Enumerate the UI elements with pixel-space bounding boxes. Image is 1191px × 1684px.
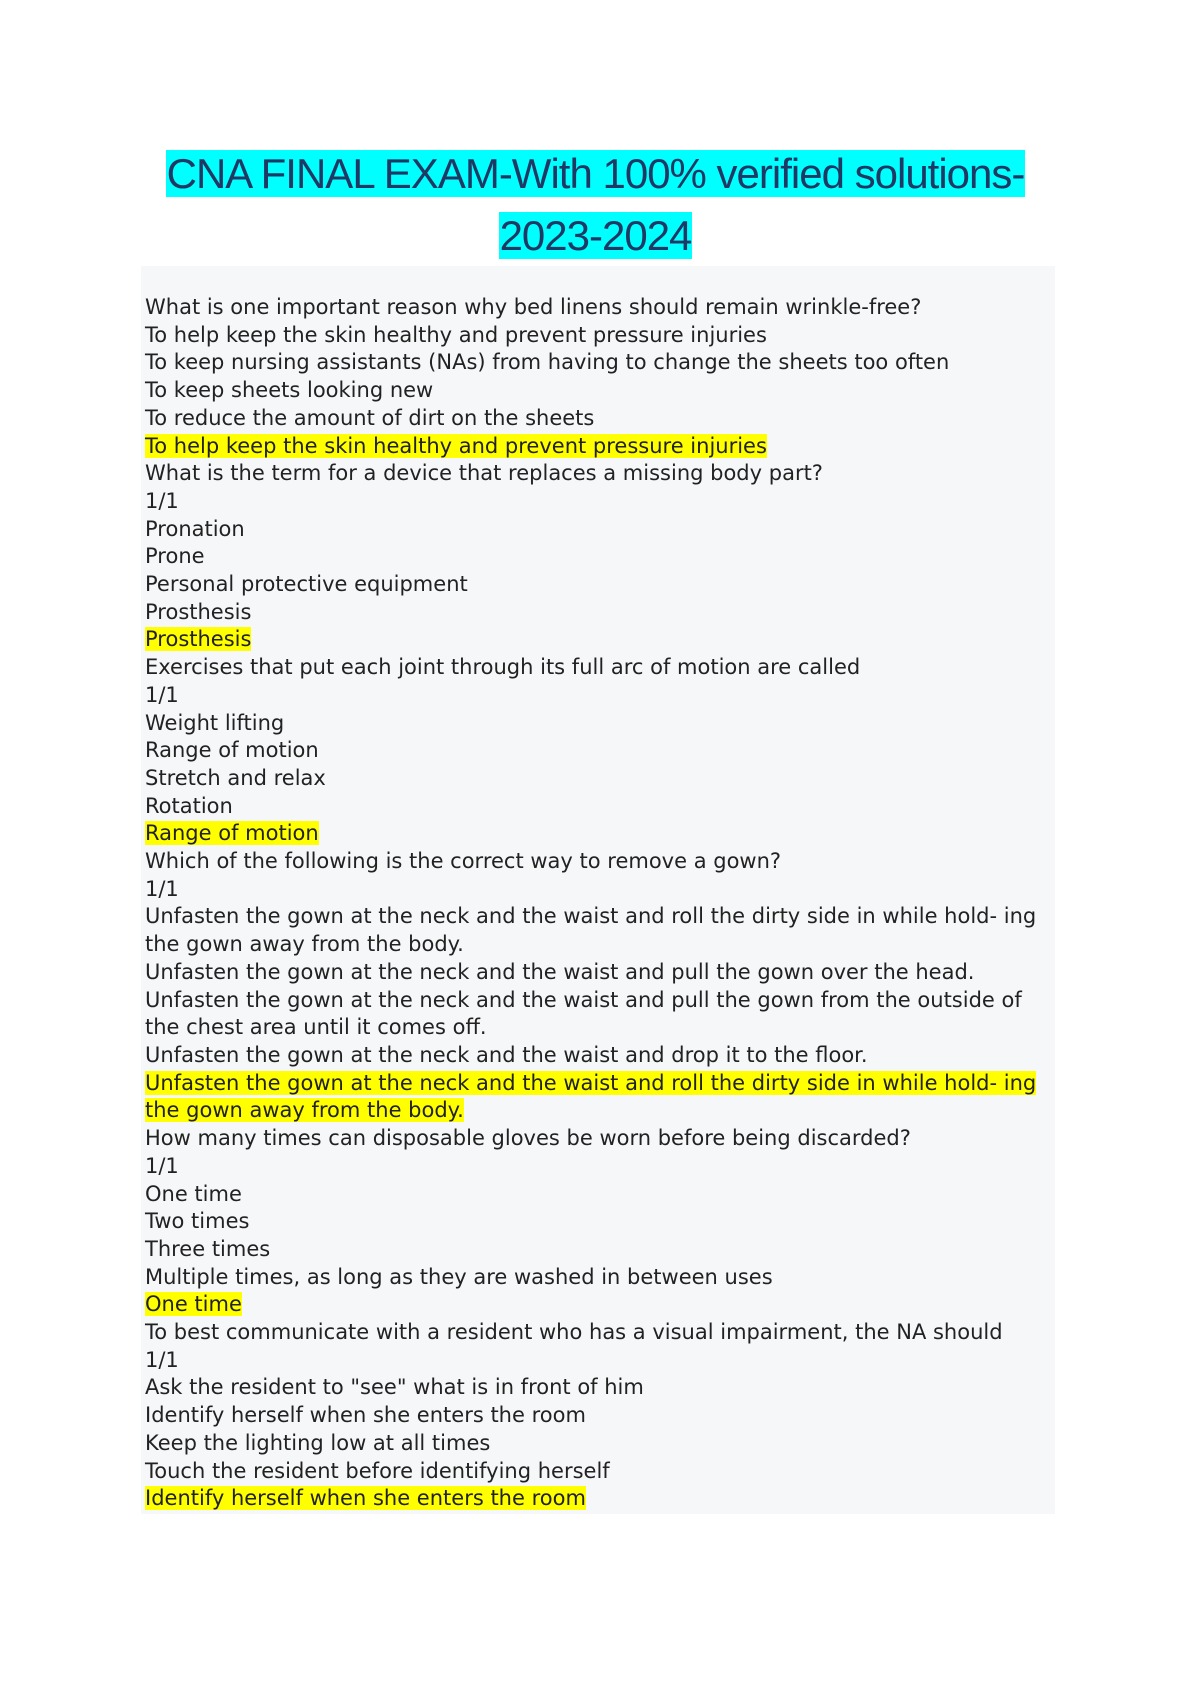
answer-line: [145, 1485, 1050, 1513]
text-line: [145, 903, 1050, 931]
highlighted-answer-text: Identify herself when she enters the room: [145, 1486, 586, 1511]
text-line: [145, 488, 1050, 516]
line-text: To help keep the skin healthy and prevent pressure injuries: [145, 322, 767, 347]
text-line: [145, 848, 1050, 876]
line-text: To reduce the amount of dirt on the sheets: [145, 405, 595, 430]
highlighted-answer-text: the gown away from the body.: [145, 1098, 464, 1123]
text-line: [145, 349, 1050, 377]
answer-line: [145, 1097, 1050, 1125]
answer-line: [145, 1291, 1050, 1319]
line-text: the gown away from the body.: [145, 932, 464, 957]
line-text: 1/1: [145, 1153, 179, 1178]
line-text: How many times can disposable gloves be worn before being discarded?: [145, 1126, 911, 1151]
line-text: Exercises that put each joint through its full arc of motion are called: [145, 655, 861, 680]
line-text: To keep sheets looking new: [145, 378, 434, 403]
line-text: To best communicate with a resident who has a visual impairment, the NA should: [145, 1320, 1003, 1345]
line-text: Unfasten the gown at the neck and the waist and pull the gown from the outside of: [145, 987, 1022, 1012]
line-text: Unfasten the gown at the neck and the waist and pull the gown over the head.: [145, 959, 975, 984]
text-line: [145, 599, 1050, 627]
text-line: [145, 294, 1050, 322]
line-text: 1/1: [145, 682, 179, 707]
text-line: [145, 1458, 1050, 1486]
line-text: Pronation: [145, 516, 245, 541]
text-line: [145, 1125, 1050, 1153]
line-text: Prosthesis: [145, 599, 252, 624]
text-line: [145, 1208, 1050, 1236]
highlighted-answer-text: Range of motion: [145, 821, 319, 846]
qa-content: [145, 294, 1050, 1513]
line-text: Identify herself when she enters the room: [145, 1403, 586, 1428]
line-text: Personal protective equipment: [145, 572, 468, 597]
text-line: [145, 710, 1050, 738]
text-line: [145, 1347, 1050, 1375]
text-line: [145, 1042, 1050, 1070]
line-text: Range of motion: [145, 738, 319, 763]
text-line: [145, 1264, 1050, 1292]
line-text: To keep nursing assistants (NAs) from having to change the sheets too often: [145, 350, 950, 375]
line-text: Stretch and relax: [145, 765, 326, 790]
text-line: [145, 1319, 1050, 1347]
text-line: [145, 1014, 1050, 1042]
line-text: Keep the lighting low at all times: [145, 1430, 491, 1455]
line-text: Which of the following is the correct way to remove a gown?: [145, 849, 782, 874]
line-text: the chest area until it comes off.: [145, 1015, 487, 1040]
text-line: [145, 737, 1050, 765]
text-line: [145, 322, 1050, 350]
line-text: Two times: [145, 1209, 250, 1234]
text-line: [145, 1236, 1050, 1264]
text-line: [145, 987, 1050, 1015]
highlighted-answer-text: To help keep the skin healthy and prevent pressure injuries: [145, 433, 767, 458]
line-text: Three times: [145, 1236, 271, 1261]
answer-line: [145, 1070, 1050, 1098]
line-text: Touch the resident before identifying herself: [145, 1458, 610, 1483]
text-line: [145, 1430, 1050, 1458]
highlighted-answer-text: One time: [145, 1292, 242, 1317]
line-text: Prone: [145, 544, 205, 569]
text-line: [145, 460, 1050, 488]
text-line: [145, 377, 1050, 405]
text-line: [145, 405, 1050, 433]
highlighted-answer-text: Prosthesis: [145, 627, 252, 652]
line-text: 1/1: [145, 488, 179, 513]
line-text: Rotation: [145, 793, 233, 818]
line-text: What is one important reason why bed linens should remain wrinkle-free?: [145, 295, 922, 319]
text-line: [145, 516, 1050, 544]
line-text: Ask the resident to "see" what is in front of him: [145, 1375, 644, 1400]
document-title: [0, 143, 1191, 267]
line-text: One time: [145, 1181, 242, 1206]
answer-line: [145, 433, 1050, 461]
title-line-1: [0, 143, 1191, 205]
text-line: [145, 682, 1050, 710]
text-line: [145, 793, 1050, 821]
text-line: [145, 959, 1050, 987]
text-line: [145, 876, 1050, 904]
answer-line: [145, 820, 1050, 848]
text-line: [145, 1181, 1050, 1209]
title-line-2-text: 2023-2024: [499, 212, 692, 259]
line-text: Unfasten the gown at the neck and the waist and drop it to the floor.: [145, 1042, 868, 1067]
title-line-2: [0, 205, 1191, 267]
text-line: [145, 1153, 1050, 1181]
text-line: [145, 931, 1050, 959]
line-text: Weight lifting: [145, 710, 285, 735]
text-line: [145, 654, 1050, 682]
line-text: What is the term for a device that replaces a missing body part?: [145, 461, 823, 486]
text-line: [145, 543, 1050, 571]
line-text: Unfasten the gown at the neck and the waist and roll the dirty side in while hold- ing: [145, 904, 1037, 929]
text-line: [145, 765, 1050, 793]
line-text: 1/1: [145, 876, 179, 901]
text-line: [145, 1402, 1050, 1430]
answer-line: [145, 626, 1050, 654]
highlighted-answer-text: Unfasten the gown at the neck and the waist and roll the dirty side in while hold- ing: [145, 1070, 1037, 1095]
title-line-1-text: CNA FINAL EXAM-With 100% verified solutions-: [166, 150, 1025, 197]
line-text: Multiple times, as long as they are washed in between uses: [145, 1264, 773, 1289]
text-line: [145, 571, 1050, 599]
line-text: 1/1: [145, 1347, 179, 1372]
text-line: [145, 1374, 1050, 1402]
